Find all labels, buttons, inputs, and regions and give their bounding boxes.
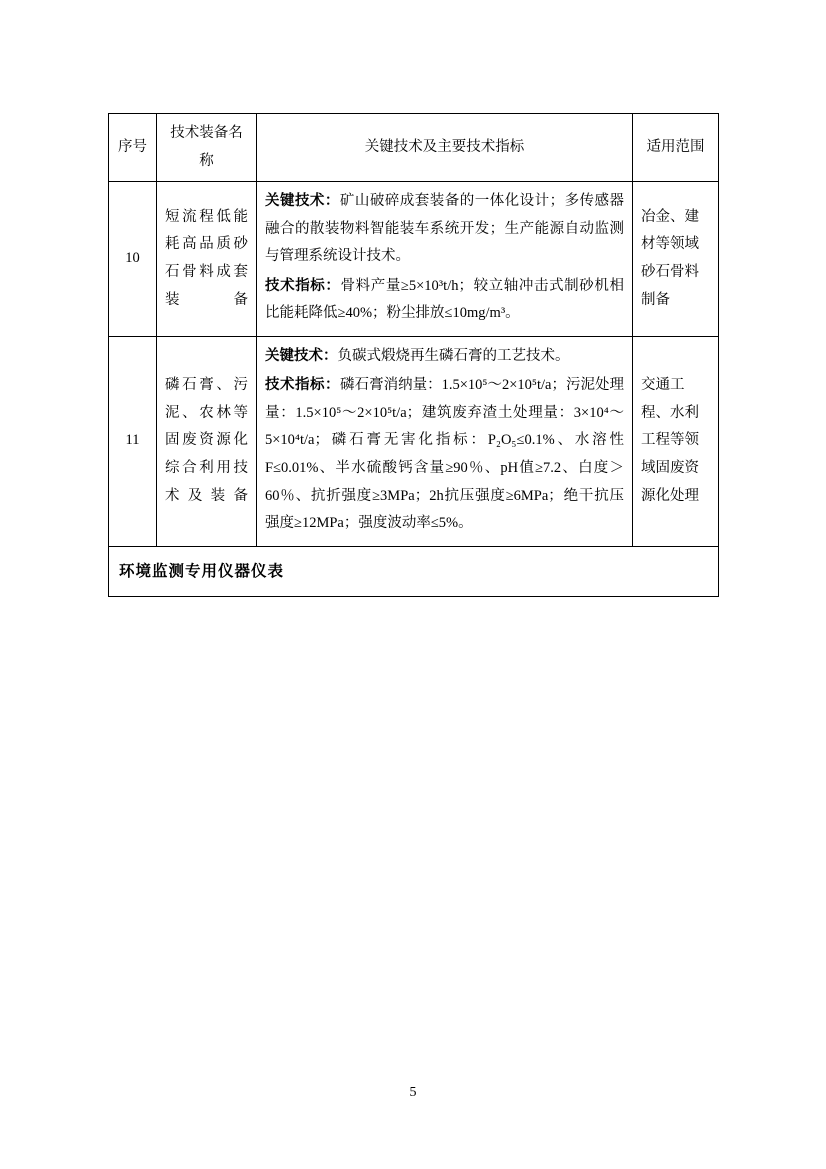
tech-paragraph-key [265, 343, 624, 371]
section-title-cell [109, 546, 719, 596]
specification-table [108, 113, 719, 597]
tech-index-label: 技术指标： [265, 377, 341, 394]
equipment-name: 短流程低能耗高品质砂石骨料成套装备 [165, 208, 248, 308]
scope-text: 冶金、建材等领域砂石骨料制备 [641, 208, 699, 308]
table-row [109, 182, 719, 337]
header-cell-no [109, 114, 157, 182]
header-label-name: 技术装备名称 [170, 125, 243, 169]
tech-index-label: 技术指标： [265, 277, 341, 294]
section-title: 环境监测专用仪器仪表 [119, 562, 285, 580]
header-label-no: 序号 [118, 138, 147, 155]
tech-index-text: 磷石膏消纳量：1.5×10⁵～2×10⁵t/a；污泥处理量：1.5×10⁵～2×10⁵t/a；建筑废弃渣土处理量：3×10⁴～5×10⁴t/a；磷石膏无害化指标：P₂O₅≤0.1%、水溶性F≤0.01%、半水硫酸钙含量≥90％、pH值≥7.2、白度＞60％、抗折强度≥3MPa；2h抗压强度≥6MPa；绝干抗压强度≥12MPa；强度波动率≤5%。 [265, 377, 624, 532]
row-number-cell [109, 336, 157, 546]
tech-paragraph-index [265, 273, 624, 328]
scope-text: 交通工程、水利工程等领域固废资源化处理 [641, 377, 699, 504]
tech-paragraph-key [265, 188, 624, 271]
equipment-name: 磷石膏、污泥、农林等固废资源化综合利用技术及装备 [165, 377, 248, 504]
tech-paragraph-index [265, 372, 624, 537]
table-header-row [109, 114, 719, 182]
header-cell-name [157, 114, 257, 182]
header-label-tech: 关键技术及主要技术指标 [364, 138, 525, 155]
table-header [109, 114, 719, 182]
row-name-cell [157, 182, 257, 337]
header-cell-tech [257, 114, 633, 182]
row-name-cell [157, 336, 257, 546]
row-scope-cell [633, 182, 719, 337]
tech-key-text: 矿山破碎成套装备的一体化设计；多传感器融合的散装物料智能装车系统开发；生产能源自动监测与管理系统设计技术。 [265, 193, 625, 265]
page-number: 5 [409, 1085, 417, 1100]
tech-key-text: 负碳式煅烧再生磷石膏的工艺技术。 [337, 347, 570, 364]
tech-key-label: 关键技术： [265, 193, 340, 210]
row-number: 10 [125, 250, 140, 267]
table-row [109, 336, 719, 546]
row-tech-cell [257, 336, 633, 546]
tech-key-label: 关键技术： [265, 347, 338, 364]
row-number-cell [109, 182, 157, 337]
header-label-scope: 适用范围 [646, 138, 705, 155]
row-tech-cell [257, 182, 633, 337]
tech-index-text: 骨料产量≥5×10³t/h；较立轴冲击式制砂机相比能耗降低≥40%；粉尘排放≤10mg/m³。 [265, 277, 624, 322]
row-number: 11 [125, 432, 140, 449]
row-scope-cell [633, 336, 719, 546]
header-cell-scope [633, 114, 719, 182]
table-section-row [109, 546, 719, 596]
table-body [109, 182, 719, 597]
